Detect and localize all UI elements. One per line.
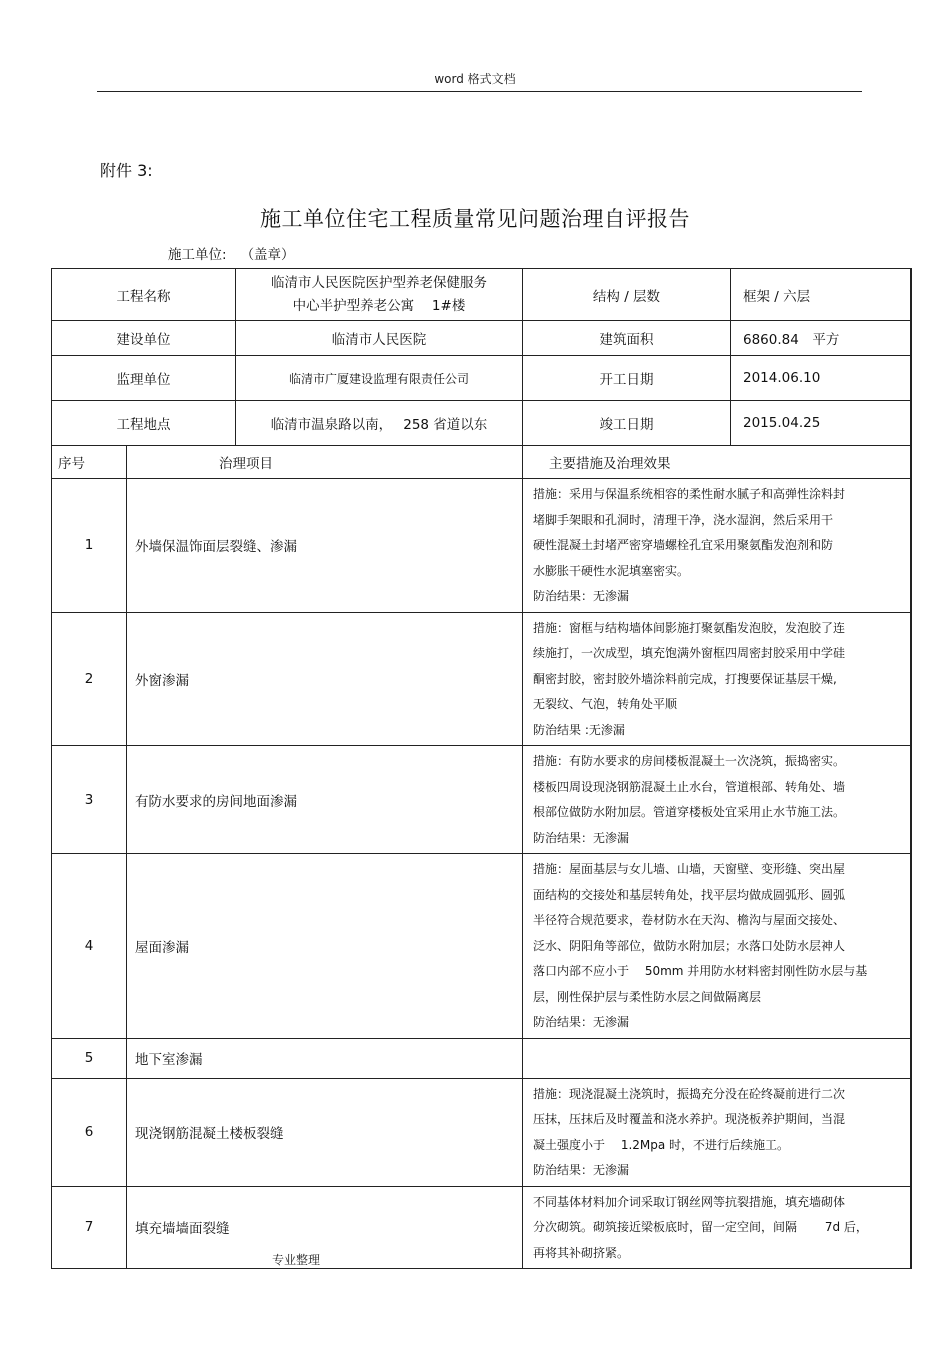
table-row: [52, 854, 911, 1039]
table-row: [52, 479, 911, 613]
measure-line: 措施：现浇混凝土浇筑时，振捣充分没在砼终凝前进行二次: [533, 1086, 846, 1101]
item-name: 现浇钢筋混凝土楼板裂缝: [127, 1078, 523, 1186]
location-value: 临清市温泉路以南， 258 省道以东: [236, 401, 523, 446]
table-row: [52, 1078, 911, 1186]
project-name-label: 工程名称: [52, 269, 236, 321]
item-measures: [523, 612, 911, 746]
project-info-table: [51, 268, 912, 446]
item-measures: [523, 1186, 911, 1269]
measure-line: 面结构的交接处和基层转角处，找平层均做成圆弧形、圆弧: [533, 887, 846, 902]
measure-line: 续施打，一次成型，填充饱满外窗框四周密封胶采用中学硅: [533, 646, 846, 660]
measure-line: 泛水、阴阳角等部位，做防水附加层；水落口处防水层神人: [533, 938, 846, 953]
start-date-value: 2014.06.10: [731, 356, 911, 401]
area-value: 6860.84 平方: [731, 321, 911, 356]
item-name: 有防水要求的房间地面渗漏: [127, 746, 523, 854]
measure-line: 硬性混凝土封堵严密穿墙螺栓孔宜采用聚氨酯发泡剂和防: [533, 538, 834, 552]
location-label: 工程地点: [52, 401, 236, 446]
measure-line: 堵脚手架眼和孔洞时，清理干净，浇水湿润，然后采用干: [533, 512, 834, 527]
measure-line: 酮密封胶，密封胶外墙涂料前完成，打搜要保证基层干燥,: [533, 671, 837, 686]
measure-line: 防治结果：无渗漏: [533, 589, 630, 603]
project-name-line-1: 临清市人民医院医护型养老保健服务: [271, 274, 487, 291]
document-title: 施工单位住宅工程质量常见问题治理自评报告: [260, 207, 690, 231]
measure-line: 压抹，压抹后及时覆盖和浇水养护。现浇板养护期间，当混: [533, 1112, 846, 1126]
item-seq: 4: [52, 854, 127, 1039]
structure-label: 结构 / 层数: [523, 269, 731, 321]
attachment-label: 附件 3:: [100, 161, 153, 180]
supervisor-value: 临清市广厦建设监理有限责任公司: [236, 356, 523, 401]
measure-line: 防治结果：无渗漏: [533, 1015, 630, 1029]
item-seq: 3: [52, 746, 127, 854]
measures-column-header: 主要措施及治理效果: [523, 446, 911, 479]
measure-line: 凝土强度小于 1.2Mpa 时，不进行后续施工。: [533, 1137, 790, 1152]
measure-line: 再将其补砌挤紧。: [533, 1245, 630, 1260]
item-name: 外墙保温饰面层裂缝、渗漏: [127, 479, 523, 613]
measure-line: 措施：采用与保温系统相容的柔性耐水腻子和高弹性涂料封: [533, 487, 846, 501]
area-label: 建筑面积: [523, 321, 731, 356]
table-row: [52, 746, 911, 854]
measure-line: 根部位做防水附加层。管道穿楼板处宜采用止水节施工法。: [533, 805, 846, 819]
item-name: 屋面渗漏: [127, 854, 523, 1039]
item-measures: [523, 1078, 911, 1186]
item-name: 填充墙墙面裂缝: [127, 1186, 523, 1269]
item-measures: [523, 479, 911, 613]
measure-line: 半径符合规范要求，卷材防水在天沟、檐沟与屋面交接处、: [533, 913, 846, 927]
measure-line: 防治结果：无渗漏: [533, 830, 630, 845]
measure-line: 措施：窗框与结构墙体间影施打聚氨酯发泡胶，发泡胶了连: [533, 620, 846, 635]
measure-line: 楼板四周设现浇钢筋混凝土止水台，管道根部、转角处、墙: [533, 779, 846, 794]
page-footer: 专业整理: [272, 1253, 321, 1267]
builder-value: 临清市人民医院: [236, 321, 523, 356]
item-seq: 6: [52, 1078, 127, 1186]
item-seq: 2: [52, 612, 127, 746]
measure-line: 防治结果 :无渗漏: [533, 722, 625, 737]
builder-label: 建设单位: [52, 321, 236, 356]
header-divider: [97, 91, 862, 92]
structure-value: 框架 / 六层: [731, 269, 911, 321]
measure-line: 防治结果：无渗漏: [533, 1163, 630, 1177]
finish-date-value: 2015.04.25: [731, 401, 911, 446]
measure-line: 分次砌筑。砌筑接近梁板底时，留一定空间，间隔 7d 后，: [533, 1220, 868, 1234]
table-row: [52, 1186, 911, 1269]
construction-unit-line: [168, 243, 295, 263]
table-row: [52, 612, 911, 746]
measure-line: 无裂纹、气泡，转角处平顺: [533, 697, 678, 711]
item-seq: 5: [52, 1038, 127, 1078]
item-seq: 7: [52, 1186, 127, 1269]
item-name: 地下室渗漏: [127, 1038, 523, 1078]
measure-line: 落口内部不应小于 50mm 并用防水材料密封刚性防水层与基: [533, 964, 868, 978]
measure-line: 措施：屋面基层与女儿墙、山墙，天窗壁、变形缝、突出屋: [533, 862, 846, 876]
measure-line: 水膨胀干硬性水泥填塞密实。: [533, 563, 690, 578]
table-row: [52, 1038, 911, 1078]
project-name-value: [236, 269, 523, 321]
item-measures: [523, 1038, 911, 1078]
start-date-label: 开工日期: [523, 356, 731, 401]
item-name: 外窗渗漏: [127, 612, 523, 746]
construction-unit-label: 施工单位:: [168, 247, 227, 263]
measure-line: 措施：有防水要求的房间楼板混凝土一次浇筑，振捣密实。: [533, 754, 846, 768]
seq-column-header: 序号: [52, 446, 127, 479]
supervisor-label: 监理单位: [52, 356, 236, 401]
item-seq: 1: [52, 479, 127, 613]
finish-date-label: 竣工日期: [523, 401, 731, 446]
item-measures: [523, 854, 911, 1039]
measure-line: 层，刚性保护层与柔性防水层之间做隔离层: [533, 989, 762, 1004]
project-name-line-2: 中心半护型养老公寓 1#楼: [292, 297, 466, 314]
construction-unit-seal: （盖章）: [240, 247, 295, 263]
page-header: word 格式文档: [434, 72, 516, 86]
treatment-items-table: [51, 445, 912, 1269]
measure-line: 不同基体材料加介词采取订钢丝网等抗裂措施，填充墙砌体: [533, 1194, 846, 1209]
item-column-header: 治理项目: [127, 446, 523, 479]
item-measures: [523, 746, 911, 854]
